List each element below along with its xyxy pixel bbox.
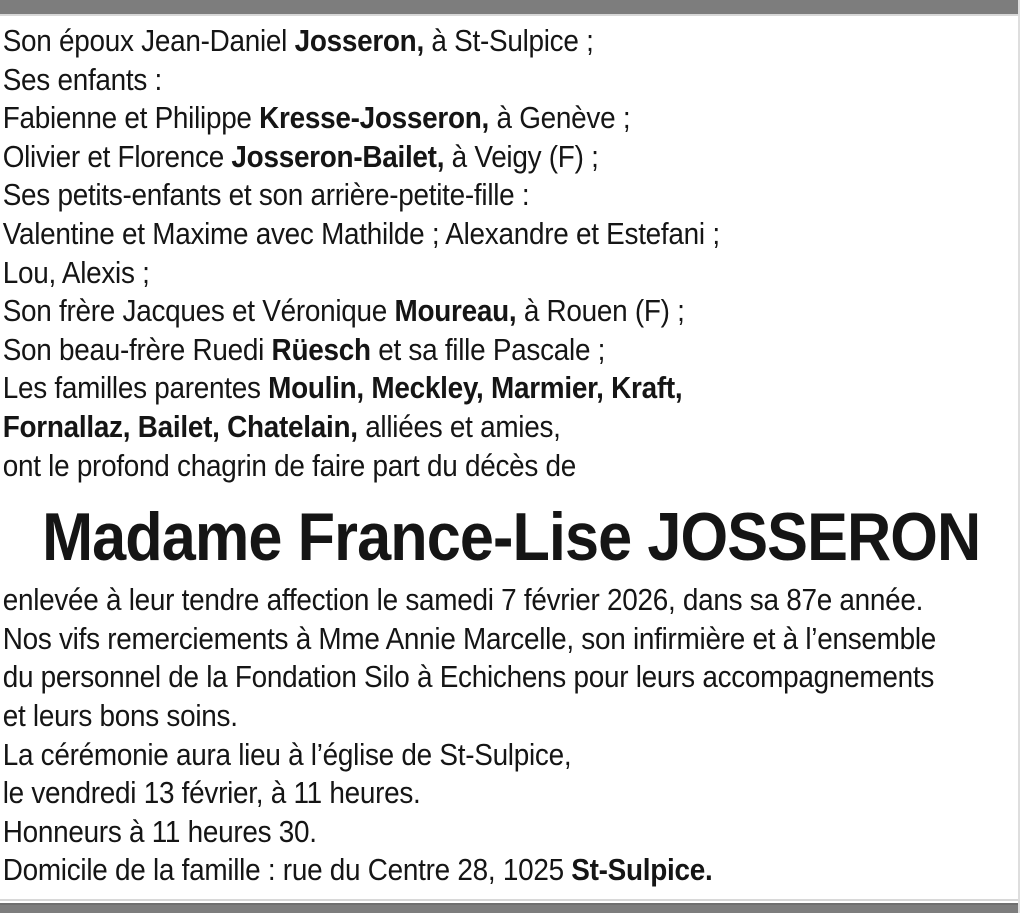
notice-text (130, 409, 137, 444)
notice-line (3, 138, 1020, 177)
notice-name-bold: Moulin, (268, 370, 364, 406)
notice-text: enlevée à leur tendre affection le samedi 7 février 2026, dans sa 87e année. (2, 582, 924, 618)
notice-line (3, 369, 1020, 408)
notice-text (483, 370, 490, 405)
notice-line (3, 447, 1020, 486)
notice-line (3, 736, 1020, 775)
notice-line (3, 697, 1020, 736)
notice-name-bold: Bailet, (137, 408, 220, 444)
notice-name-bold: Chatelain, (227, 408, 358, 444)
notice-text: à Genève ; (489, 100, 631, 136)
notice-line (3, 774, 1020, 813)
bottom-divider-bar (0, 903, 1020, 913)
notice-text: Les familles parentes (2, 370, 269, 406)
bottom-divider-edge (0, 899, 1020, 901)
notice-name-bold: Rüesch (271, 331, 371, 367)
notice-text: du personnel de la Fondation Silo à Echichens pour leurs accompagnements (2, 659, 935, 695)
notice-text: Son beau-frère Ruedi (2, 331, 272, 367)
ceremony-details-lines (3, 581, 1020, 890)
notice-text: Olivier et Florence (2, 138, 232, 174)
notice-line (3, 813, 1020, 852)
notice-text: Domicile de la famille : rue du Centre 28, 1025 (2, 852, 572, 888)
notice-name-bold: Josseron, (294, 23, 424, 58)
notice-text: et sa fille Pascale ; (370, 331, 606, 367)
notice-text: Son frère Jacques et Véronique (2, 293, 395, 329)
notice-line (3, 61, 1020, 100)
notice-name-bold: Josseron-Bailet, (231, 138, 445, 174)
notice-text: à Veigy (F) ; (444, 138, 599, 174)
notice-name-bold: St-Sulpice. (571, 852, 713, 888)
notice-line (3, 851, 1020, 890)
notice-line (3, 215, 1020, 254)
notice-text: alliées et amies, (357, 408, 561, 444)
notice-text: La cérémonie aura lieu à l’église de St-Sulpice, (2, 736, 572, 772)
notice-line (3, 331, 1020, 370)
notice-text: Ses enfants : (2, 61, 163, 97)
notice-text: Valentine et Maxime avec Mathilde ; Alexandre et Estefani ; (2, 215, 720, 251)
notice-name-bold: Fornallaz, (2, 408, 131, 444)
notice-name-bold: Kresse-Josseron, (259, 100, 490, 136)
notice-text: Son époux Jean-Daniel (2, 23, 295, 58)
notice-text: Honneurs à 11 heures 30. (2, 813, 317, 849)
notice-text: Nos vifs remerciements à Mme Annie Marcelle, son infirmière et à l’ensemble (2, 620, 937, 656)
notice-text: à St-Sulpice ; (423, 23, 594, 58)
notice-text: et leurs bons soins. (2, 697, 238, 733)
notice-name-bold: Meckley, (371, 370, 484, 406)
notice-name-bold: Marmier, (490, 370, 604, 406)
notice-line (3, 620, 1020, 659)
notice-text: Fabienne et Philippe (2, 100, 260, 136)
notice-name-bold: Moureau, (394, 293, 517, 329)
notice-text (364, 370, 371, 405)
notice-text (604, 370, 611, 405)
notice-line (3, 408, 1020, 447)
family-lines (3, 22, 1020, 485)
notice-text: à Rouen (F) ; (516, 293, 685, 329)
notice-line (3, 581, 1020, 620)
notice-name-bold: Kraft, (611, 370, 683, 406)
notice-text: ont le profond chagrin de faire part du décès de (2, 447, 577, 483)
notice-line (3, 176, 1020, 215)
notice-text: le vendredi 13 février, à 11 heures. (2, 775, 421, 811)
notice-line (3, 292, 1020, 331)
deceased-name-headline: Madame France-Lise JOSSERON (42, 499, 981, 576)
notice-line (3, 254, 1020, 293)
notice-line (3, 99, 1020, 138)
notice-text: Lou, Alexis ; (2, 254, 150, 290)
notice-line (3, 22, 1020, 61)
notice-text: Ses petits-enfants et son arrière-petite-fille : (2, 177, 530, 213)
notice-line (3, 658, 1020, 697)
